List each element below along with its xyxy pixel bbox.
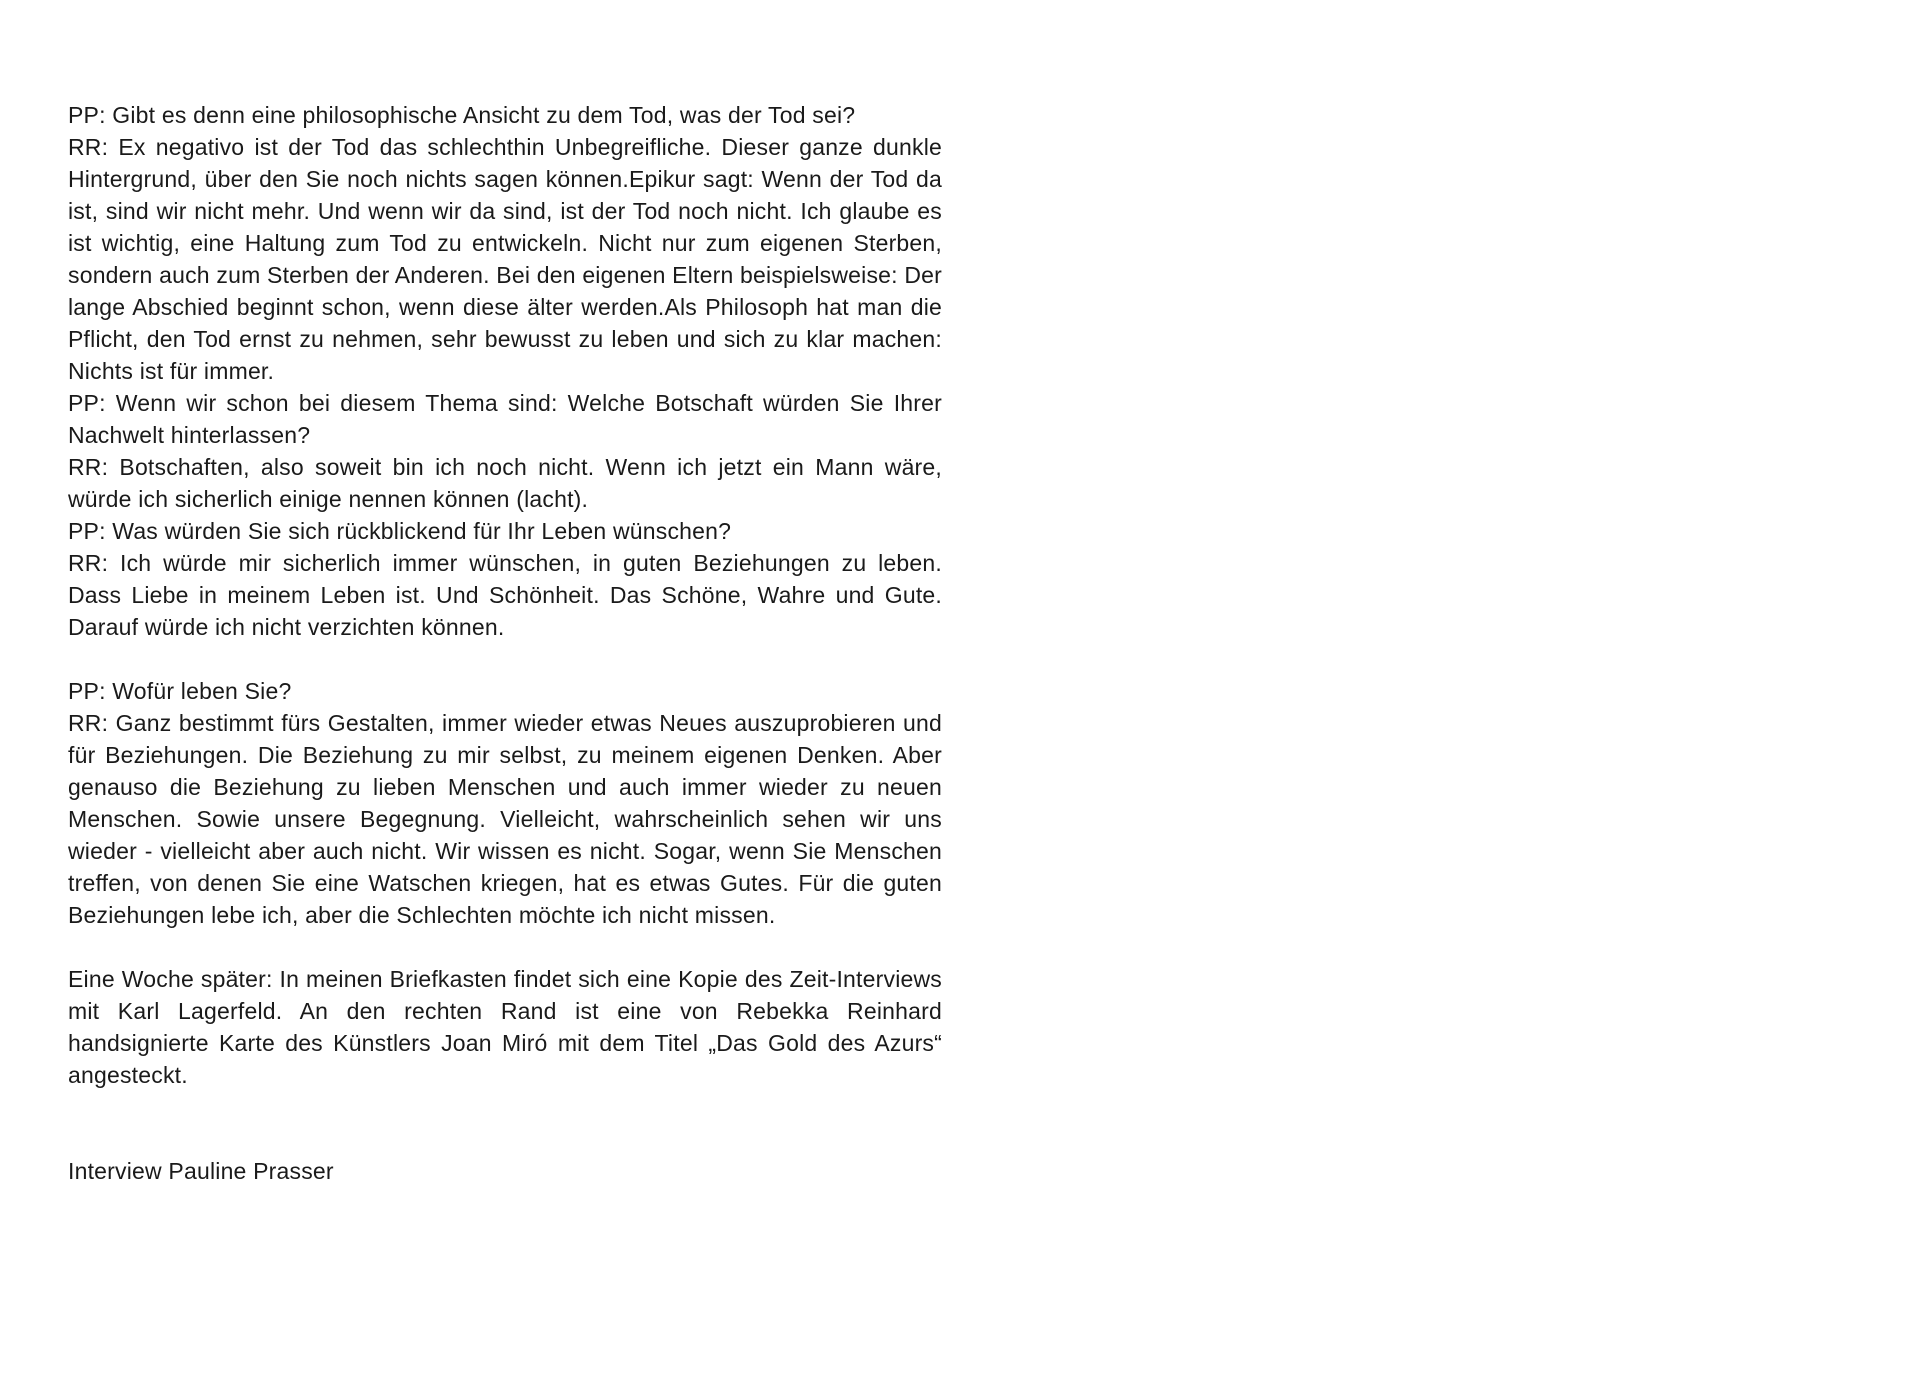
paragraph-spacer — [68, 931, 942, 963]
answer-paragraph: RR: Ganz bestimmt fürs Gestalten, immer wieder etwas Neues auszuprobieren und für Beziehungen. Die Beziehung zu mir selbst, zu meinem eigenen Denken. Aber genauso die Beziehung zu lieben Menschen und auch immer wieder zu neuen Menschen. Sowie unsere Begegnung. Vielleicht, wahrscheinlich sehen wir uns wieder - vielleicht aber auch nicht. Wir wissen es nicht. Sogar, wenn Sie Menschen treffen, von denen Sie eine Watschen kriegen, hat es etwas Gutes. Für die guten Beziehungen lebe ich, aber die Schlechten möchte ich nicht missen. — [68, 710, 942, 928]
answer-paragraph: RR: Ich würde mir sicherlich immer wünschen, in guten Beziehungen zu leben. Dass Liebe in meinem Leben ist. Und Schönheit. Das Schöne, Wahre und Gute. Darauf würde ich nicht verzichten können. — [68, 550, 942, 640]
question-paragraph: PP: Wenn wir schon bei diesem Thema sind: Welche Botschaft würden Sie Ihrer Nachwelt hinterlassen? — [68, 390, 942, 448]
author-credit: Interview Pauline Prasser — [68, 1158, 334, 1184]
epilogue-paragraph: Eine Woche später: In meinen Briefkasten findet sich eine Kopie des Zeit-Interviews mit Karl Lagerfeld. An den rechten Rand ist eine von Rebekka Reinhard handsignierte Karte des Künstlers Joan Miró mit dem Titel „Das Gold des Azurs“ angesteckt. — [68, 966, 942, 1088]
paragraph-spacer — [68, 1091, 942, 1155]
paragraph-spacer — [68, 643, 942, 675]
answer-paragraph: RR: Botschaften, also soweit bin ich noch nicht. Wenn ich jetzt ein Mann wäre, würde ich sicherlich einige nennen können (lacht). — [68, 454, 942, 512]
document-page — [68, 99, 942, 1187]
answer-paragraph: RR: Ex negativo ist der Tod das schlechthin Unbegreifliche. Dieser ganze dunkle Hintergrund, über den Sie noch nichts sagen können.Epikur sagt: Wenn der Tod da ist, sind wir nicht mehr. Und wenn wir da sind, ist der Tod noch nicht. Ich glaube es ist wichtig, eine Haltung zum Tod zu entwickeln. Nicht nur zum eigenen Sterben, sondern auch zum Sterben der Anderen. Bei den eigenen Eltern beispielsweise: Der lange Abschied beginnt schon, wenn diese älter werden.Als Philosoph hat man die Pflicht, den Tod ernst zu nehmen, sehr bewusst zu leben und sich zu klar machen: Nichts ist für immer. — [68, 134, 942, 384]
question-paragraph: PP: Gibt es denn eine philosophische Ansicht zu dem Tod, was der Tod sei? — [68, 102, 856, 128]
question-paragraph: PP: Wofür leben Sie? — [68, 678, 292, 704]
question-paragraph: PP: Was würden Sie sich rückblickend für Ihr Leben wünschen? — [68, 518, 732, 544]
